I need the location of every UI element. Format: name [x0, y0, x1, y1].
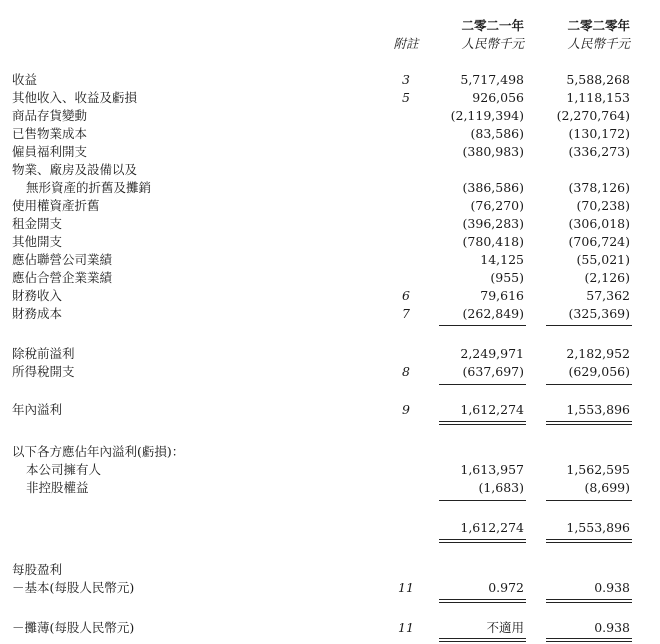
attrib-double-rule-bottom-2020 — [546, 542, 632, 543]
profit-double-rule-bottom-2020 — [546, 424, 632, 425]
row-value-2020-employee-benefits: (336,273) — [568, 144, 630, 159]
row-value-2021-profit-for-year: 1,612,274 — [460, 402, 524, 417]
row-label-depreciation-amortisation: 無形資產的折舊及攤銷 — [26, 180, 152, 195]
row-label-rou-depreciation: 使用權資產折舊 — [12, 198, 100, 213]
row-value-2020-finance-income: 57,362 — [586, 288, 630, 303]
row-value-2021-eps-diluted: 不適用 — [486, 620, 524, 635]
row-value-2020-cost-of-properties: (130,172) — [568, 126, 630, 141]
row-note-eps-diluted: 11 — [398, 620, 414, 635]
eps-basic-double-rule-top-2020 — [546, 599, 632, 600]
row-note-income-tax: 8 — [402, 364, 410, 379]
eps-diluted-double-rule-bottom-2021 — [439, 641, 526, 642]
row-note-other-income: 5 — [402, 90, 410, 105]
row-value-2021-cost-of-properties: (83,586) — [470, 126, 524, 141]
row-label-joint-ventures: 應佔合營企業業績 — [12, 270, 113, 285]
row-note-finance-income: 6 — [402, 288, 410, 303]
row-value-2020-depreciation-amortisation: (378,126) — [568, 180, 630, 195]
row-value-2021-rou-depreciation: (76,270) — [470, 198, 524, 213]
row-value-2020-income-tax: (629,056) — [568, 364, 630, 379]
row-label-owners: 本公司擁有人 — [26, 462, 102, 477]
year-2020-header: 二零二零年 — [567, 18, 630, 33]
row-label-inventory-change: 商品存貨變動 — [12, 108, 88, 123]
row-value-2020-profit-before-tax: 2,182,952 — [566, 346, 630, 361]
row-value-2021-profit-before-tax: 2,249,971 — [460, 346, 524, 361]
row-value-2021-employee-benefits: (380,983) — [462, 144, 524, 159]
profit-double-rule-top-2021 — [439, 421, 526, 422]
eps-basic-double-rule-bottom-2021 — [439, 602, 526, 603]
row-label-associates: 應佔聯營公司業績 — [12, 252, 113, 267]
row-value-2020-other-expenses: (706,724) — [568, 234, 630, 249]
row-value-2021-eps-basic: 0.972 — [488, 580, 524, 595]
row-value-2021-depreciation-amortisation: (386,586) — [462, 180, 524, 195]
row-label-finance-costs: 財務成本 — [12, 306, 63, 321]
row-value-2020-attrib-total: 1,553,896 — [566, 520, 630, 535]
row-value-2020-eps-basic: 0.938 — [594, 580, 630, 595]
row-value-2020-profit-for-year: 1,553,896 — [566, 402, 630, 417]
row-note-finance-costs: 7 — [402, 306, 410, 321]
subtotal-rule-2021 — [439, 325, 526, 326]
eps-diluted-double-rule-top-2020 — [546, 638, 632, 639]
row-label-income-tax: 所得稅開支 — [12, 364, 75, 379]
row-label-rental-expense: 租金開支 — [12, 216, 63, 231]
row-value-2020-rental-expense: (306,018) — [568, 216, 630, 231]
row-label-finance-income: 財務收入 — [12, 288, 63, 303]
row-value-2021-other-income: 926,056 — [472, 90, 524, 105]
row-value-2020-other-income: 1,118,153 — [566, 90, 630, 105]
row-label-employee-benefits: 僱員福利開支 — [12, 144, 88, 159]
row-value-2021-income-tax: (637,697) — [462, 364, 524, 379]
pbt-rule-2020 — [546, 384, 632, 385]
row-label-ppe: 物業、廠房及設備以及 — [12, 162, 138, 177]
row-value-2021-owners: 1,613,957 — [460, 462, 524, 477]
row-value-2020-eps-diluted: 0.938 — [594, 620, 630, 635]
year-2021-header: 二零二一年 — [461, 18, 524, 33]
row-value-2021-other-expenses: (780,418) — [462, 234, 524, 249]
row-value-2021-joint-ventures: (955) — [490, 270, 524, 285]
row-label-non-controlling: 非控股權益 — [26, 480, 89, 495]
row-label-cost-of-properties: 已售物業成本 — [12, 126, 88, 141]
row-label-eps: 每股盈利 — [12, 562, 63, 577]
attrib-double-rule-top-2021 — [439, 539, 526, 540]
eps-basic-double-rule-bottom-2020 — [546, 602, 632, 603]
attrib-double-rule-top-2020 — [546, 539, 632, 540]
row-label-attributable-to: 以下各方應佔年內溢利(虧損)： — [12, 444, 185, 459]
unit-2020-header: 人民幣千元 — [567, 36, 630, 51]
row-value-2020-joint-ventures: (2,126) — [584, 270, 630, 285]
row-value-2021-finance-income: 79,616 — [480, 288, 524, 303]
row-value-2020-non-controlling: (8,699) — [584, 480, 630, 495]
row-label-eps-diluted: －攤薄(每股人民幣元) — [12, 620, 135, 635]
eps-diluted-double-rule-top-2021 — [439, 638, 526, 639]
attrib-rule-2021 — [439, 500, 526, 501]
row-value-2020-revenue: 5,588,268 — [566, 72, 630, 87]
attrib-rule-2020 — [546, 500, 632, 501]
row-note-profit-for-year: 9 — [402, 402, 410, 417]
row-value-2021-rental-expense: (396,283) — [462, 216, 524, 231]
profit-double-rule-top-2020 — [546, 421, 632, 422]
row-value-2021-associates: 14,125 — [480, 252, 524, 267]
row-label-eps-basic: －基本(每股人民幣元) — [12, 580, 135, 595]
row-value-2021-inventory-change: (2,119,394) — [450, 108, 524, 123]
row-note-revenue: 3 — [402, 72, 410, 87]
row-value-2020-finance-costs: (325,369) — [568, 306, 630, 321]
pbt-rule-2021 — [439, 384, 526, 385]
unit-2021-header: 人民幣千元 — [461, 36, 524, 51]
row-note-eps-basic: 11 — [398, 580, 414, 595]
row-value-2020-owners: 1,562,595 — [566, 462, 630, 477]
row-label-other-expenses: 其他開支 — [12, 234, 63, 249]
row-value-2020-rou-depreciation: (70,238) — [576, 198, 630, 213]
row-value-2021-finance-costs: (262,849) — [462, 306, 524, 321]
note-column-header: 附註 — [393, 36, 419, 51]
row-value-2021-revenue: 5,717,498 — [460, 72, 524, 87]
row-value-2020-inventory-change: (2,270,764) — [556, 108, 630, 123]
eps-diluted-double-rule-bottom-2020 — [546, 641, 632, 642]
row-label-profit-for-year: 年內溢利 — [12, 402, 63, 417]
row-label-profit-before-tax: 除稅前溢利 — [12, 346, 75, 361]
subtotal-rule-2020 — [546, 325, 632, 326]
row-label-revenue: 收益 — [12, 72, 38, 87]
row-value-2021-non-controlling: (1,683) — [478, 480, 524, 495]
profit-double-rule-bottom-2021 — [439, 424, 526, 425]
row-value-2020-associates: (55,021) — [576, 252, 630, 267]
eps-basic-double-rule-top-2021 — [439, 599, 526, 600]
row-value-2021-attrib-total: 1,612,274 — [460, 520, 524, 535]
attrib-double-rule-bottom-2021 — [439, 542, 526, 543]
row-label-other-income: 其他收入、收益及虧損 — [12, 90, 138, 105]
